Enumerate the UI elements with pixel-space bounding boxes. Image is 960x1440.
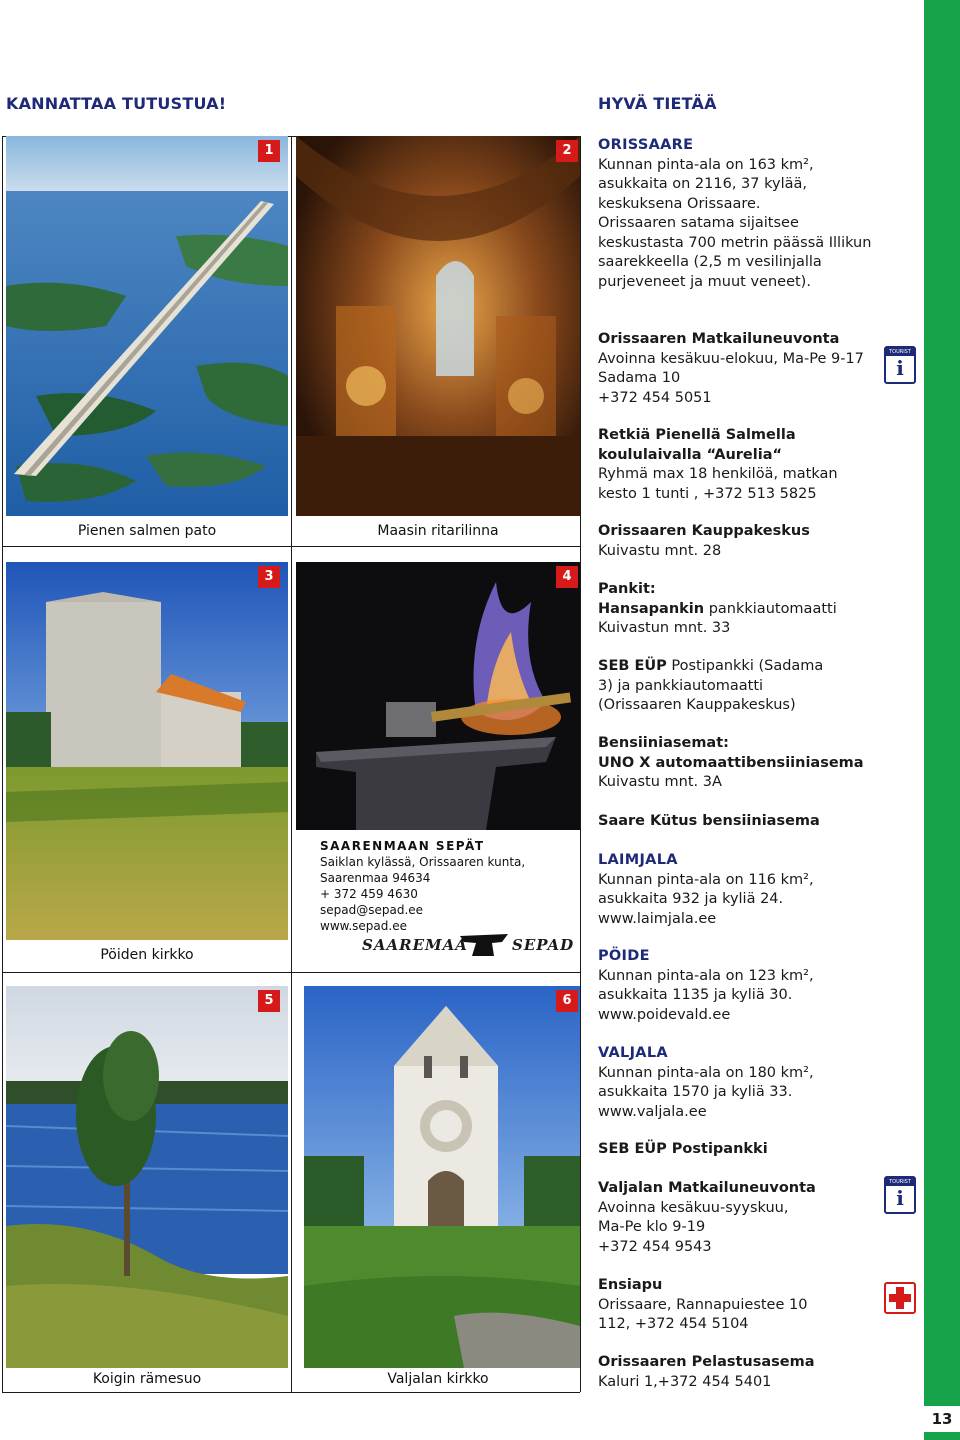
hansa-address: Kuivastun mnt. 33	[598, 620, 731, 636]
left-section-heading: KANNATTAA TUTUSTUA!	[6, 94, 227, 113]
tourist-address: Sadama 10	[598, 370, 681, 386]
caption-poiden-kirkko: Pöiden kirkko	[100, 947, 194, 963]
sepad-website[interactable]: www.sepad.ee	[320, 919, 407, 933]
info-orissaare	[598, 136, 878, 292]
tourist-phone: +372 454 5051	[598, 389, 712, 406]
orissaare-text2: Orissaaren satama sijaitsee keskustasta 700 metrin päässä Illikun saarekkeella (2,5 m vesilinjalla purjeveneet ja muut veneet).	[598, 215, 872, 290]
orissaare-title: ORISSAARE	[598, 137, 694, 153]
tourist-icon-label: TOURIST	[886, 348, 914, 356]
anvil-icon	[458, 930, 510, 960]
info-ensiapu	[598, 1276, 878, 1335]
rescue-title: Orissaaren Pelastusasema	[598, 1354, 815, 1370]
sepad-title: SAARENMAAN SEPÄT	[320, 839, 485, 853]
sepad-logo-left: SAAREMAA	[362, 936, 468, 954]
info-seb	[598, 657, 838, 716]
grid-line-row2	[2, 972, 580, 973]
grid-line-row1	[2, 546, 580, 547]
photo-causeway	[6, 136, 288, 516]
sepad-line2: Saarenmaa 94634	[320, 871, 431, 885]
bensa-address: Kuivastu mnt. 3A	[598, 774, 722, 790]
caption-valjalan-kirkko: Valjalan kirkko	[387, 1371, 489, 1387]
caption-maasin-ritarilinna: Maasin ritarilinna	[377, 523, 499, 539]
grid-line-center	[291, 136, 292, 1392]
first-aid-cross-icon	[884, 1282, 916, 1314]
info-valjala	[598, 1044, 828, 1122]
grid-line-right	[580, 136, 581, 1392]
tourist-icon-label-2: TOURIST	[886, 1178, 914, 1186]
saarenmaan-sepat-box	[304, 830, 580, 965]
tourist-hours: Avoinna kesäkuu-elokuu, Ma-Pe 9-17	[598, 350, 864, 367]
photo-number-3: 3	[258, 566, 280, 588]
info-valjala-tourist	[598, 1179, 878, 1257]
info-orissaare-tourist	[598, 330, 878, 408]
tourist-title: Orissaaren Matkailuneuvonta	[598, 331, 840, 347]
info-pelastusasema	[598, 1353, 878, 1392]
sepad-logo	[362, 930, 575, 962]
sepad-email[interactable]: sepad@sepad.ee	[320, 903, 424, 917]
photo-valjala-church	[304, 986, 580, 1368]
photo-blacksmith-forge	[296, 562, 580, 830]
sepad-line3: + 372 459 4630	[320, 887, 418, 901]
valjala-title: VALJALA	[598, 1045, 668, 1061]
bensa-uno: UNO X automaattibensiiniasema	[598, 754, 864, 771]
hansa-rest: pankkiautomaatti	[704, 600, 837, 617]
photo-castle-cellar	[296, 136, 580, 516]
vtourist-title: Valjalan Matkailuneuvonta	[598, 1180, 816, 1196]
info-bensiiniasemat	[598, 734, 898, 793]
photo-number-6: 6	[556, 990, 578, 1012]
hansa-name: Hansapankin	[598, 600, 705, 617]
vtourist-phone: +372 454 9543	[598, 1238, 712, 1255]
aurelia-title: Retkiä Pienellä Salmella koululaivalla “Aurelia“	[598, 427, 796, 463]
grid-line-left	[2, 136, 3, 1392]
caption-koigin-ramesuo: Koigin rämesuo	[92, 1371, 202, 1387]
poide-website[interactable]: www.poidevald.ee	[598, 1006, 731, 1023]
ensiapu-address: Orissaare, Rannapuiestee 10	[598, 1296, 808, 1313]
vtourist-hours2: Ma-Pe klo 9-19	[598, 1219, 706, 1235]
photo-number-1: 1	[258, 140, 280, 162]
orissaare-text1: Kunnan pinta-ala on 163 km², asukkaita on 2116, 37 kylää, keskuksena Orissaare.	[598, 156, 814, 212]
info-seb-valjala	[598, 1140, 878, 1160]
kauppa-title: Orissaaren Kauppakeskus	[598, 523, 810, 539]
poide-title: PÖIDE	[598, 948, 650, 964]
info-saare-kutus	[598, 812, 878, 832]
tourist-info-icon-2: TOURIST i	[884, 1176, 916, 1214]
valjala-website[interactable]: www.valjala.ee	[598, 1103, 707, 1120]
caption-pienen-salmen-pato: Pienen salmen pato	[77, 523, 217, 539]
page-number: 13	[924, 1406, 960, 1432]
info-pankit	[598, 580, 878, 639]
kauppa-address: Kuivastu mnt. 28	[598, 542, 722, 559]
sepad-line1: Saiklan kylässä, Orissaaren kunta,	[320, 855, 526, 869]
poide-text: Kunnan pinta-ala on 123 km², asukkaita 1135 ja kyliä 30.	[598, 967, 814, 1003]
photo-number-5: 5	[258, 990, 280, 1012]
photo-koigi-bog	[6, 986, 288, 1368]
seb-name: SEB EÜP	[598, 658, 667, 674]
saare-kutus: Saare Kütus bensiiniasema	[598, 813, 820, 829]
photo-number-2: 2	[556, 140, 578, 162]
side-color-bar	[924, 0, 960, 1440]
aurelia-text: Ryhmä max 18 henkilöä, matkan kesto 1 tunti , +372 513 5825	[598, 466, 838, 502]
ensiapu-title: Ensiapu	[598, 1277, 663, 1293]
info-aurelia	[598, 426, 848, 504]
pankit-title: Pankit:	[598, 581, 656, 597]
info-kauppakeskus	[598, 522, 878, 561]
photo-poide-church	[6, 562, 288, 940]
bensa-title: Bensiiniasemat:	[598, 735, 729, 751]
info-poide	[598, 947, 828, 1025]
tourist-info-icon: TOURIST i	[884, 346, 916, 384]
laimjala-website[interactable]: www.laimjala.ee	[598, 910, 717, 927]
laimjala-text: Kunnan pinta-ala on 116 km², asukkaita 932 ja kyliä 24.	[598, 871, 814, 907]
info-laimjala	[598, 851, 828, 929]
seb2: SEB EÜP Postipankki	[598, 1141, 768, 1157]
sepad-logo-right: SEPAD	[512, 936, 575, 954]
seb-rest: Postipankki (Sadama 3) ja pankkiautomaatti (Orissaaren Kauppakeskus)	[598, 658, 824, 713]
laimjala-title: LAIMJALA	[598, 852, 678, 868]
grid-line-bottom	[2, 1392, 580, 1393]
right-section-heading: HYVÄ TIETÄÄ	[598, 94, 717, 113]
photo-number-4: 4	[556, 566, 578, 588]
valjala-text: Kunnan pinta-ala on 180 km², asukkaita 1570 ja kyliä 33.	[598, 1064, 814, 1100]
rescue-address: Kaluri 1,+372 454 5401	[598, 1373, 772, 1390]
vtourist-hours1: Avoinna kesäkuu-syyskuu,	[598, 1199, 789, 1216]
ensiapu-phone: 112, +372 454 5104	[598, 1316, 749, 1332]
